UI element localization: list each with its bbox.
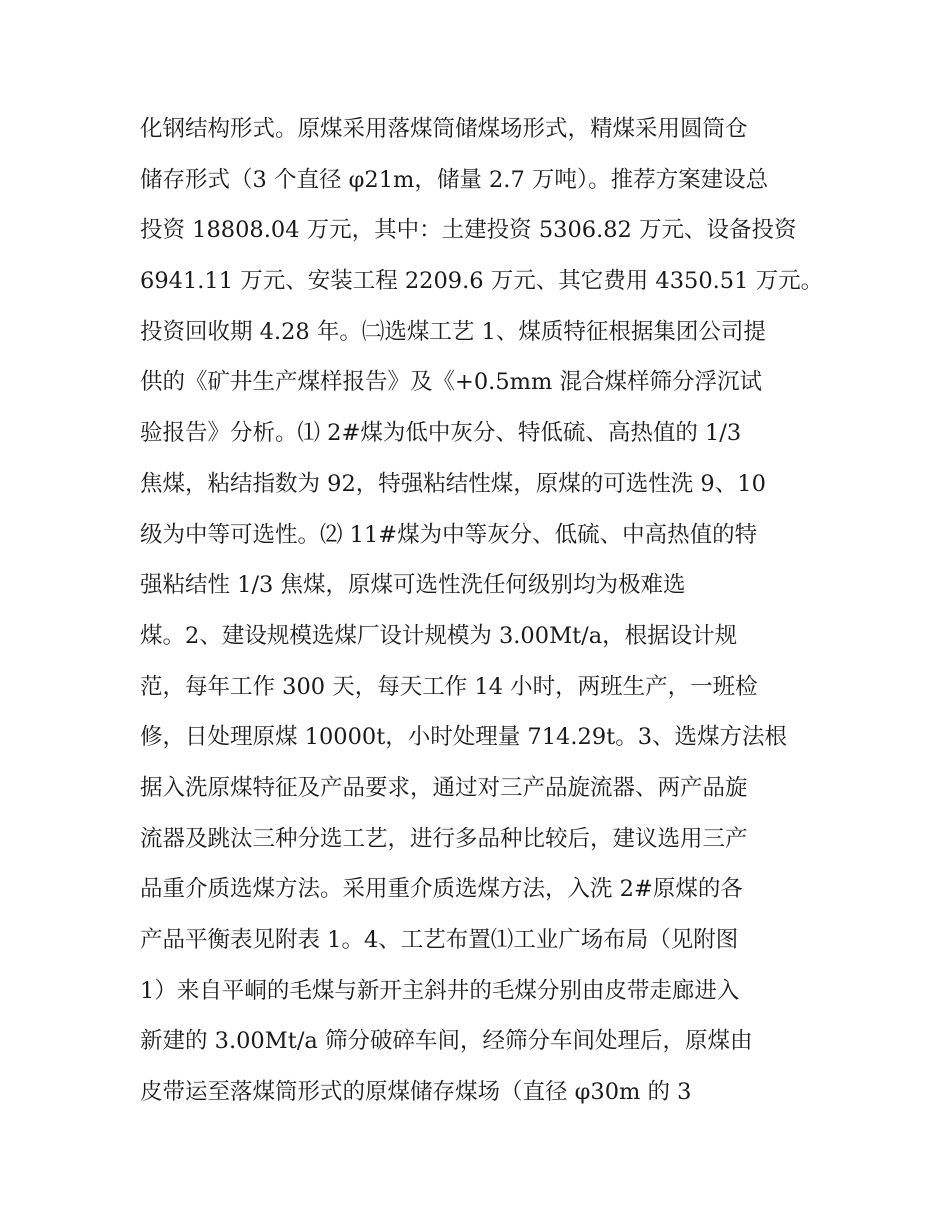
text-line: 流器及跳汰三种分选工艺，进行多品种比较后，建议选用三产 — [140, 825, 748, 852]
text-line: 范，每年工作 300 天，每天工作 14 小时，两班生产，一班检 — [140, 673, 758, 700]
text-line: 级为中等可选性。⑵ 11#煤为中等灰分、低硫、中高热值的特 — [140, 521, 758, 548]
text-line: 焦煤，粘结指数为 92，特强粘结性煤，原煤的可选性洗 9、10 — [140, 470, 766, 497]
text-line: 投资 18808.04 万元，其中：土建投资 5306.82 万元、设备投资 — [140, 217, 797, 244]
text-line: 皮带运至落煤筒形式的原煤储存煤场（直径 φ30m 的 3 — [140, 1079, 692, 1106]
body-text — [140, 104, 824, 1118]
text-line: 产品平衡表见附表 1。4、工艺布置⑴工业广场布局（见附图 — [140, 927, 739, 953]
text-line: 化钢结构形式。原煤采用落煤筒储煤场形式，精煤采用圆筒仓 — [140, 116, 748, 142]
text-line: 储存形式（3 个直径 φ21m，储量 2.7 万吨）。推荐方案建设总 — [140, 166, 769, 193]
text-line: 品重介质选煤方法。采用重介质选煤方法，入洗 2#原煤的各 — [140, 876, 743, 903]
text-line: 煤。2、建设规模选煤厂设计规模为 3.00Mt/a，根据设计规 — [140, 622, 738, 649]
text-line: 据入洗原煤特征及产品要求，通过对三产品旋流器、两产品旋 — [140, 774, 748, 801]
text-line: 投资回收期 4.28 年。㈡选煤工艺 1、煤质特征根据集团公司提 — [140, 318, 766, 345]
text-line: 供的《矿井生产煤样报告》及《+0.5mm 混合煤样筛分浮沉试 — [140, 369, 762, 396]
text-line: 强粘结性 1/3 焦煤，原煤可选性洗任何级别均为极难选 — [140, 572, 686, 599]
text-line: 修，日处理原煤 10000t，小时处理量 714.29t。3、选煤方法根 — [140, 724, 788, 751]
text-line: 新建的 3.00Mt/a 筛分破碎车间，经筛分车间处理后，原煤由 — [140, 1028, 753, 1055]
text-line: 验报告》分析。⑴ 2#煤为低中灰分、特低硫、高热值的 1/3 — [140, 420, 742, 447]
text-line: 6941.11 万元、安装工程 2209.6 万元、其它费用 4350.51 万元。 — [140, 268, 824, 295]
text-line: 1）来自平峒的毛煤与新开主斜井的毛煤分别由皮带走廊进入 — [140, 977, 740, 1004]
